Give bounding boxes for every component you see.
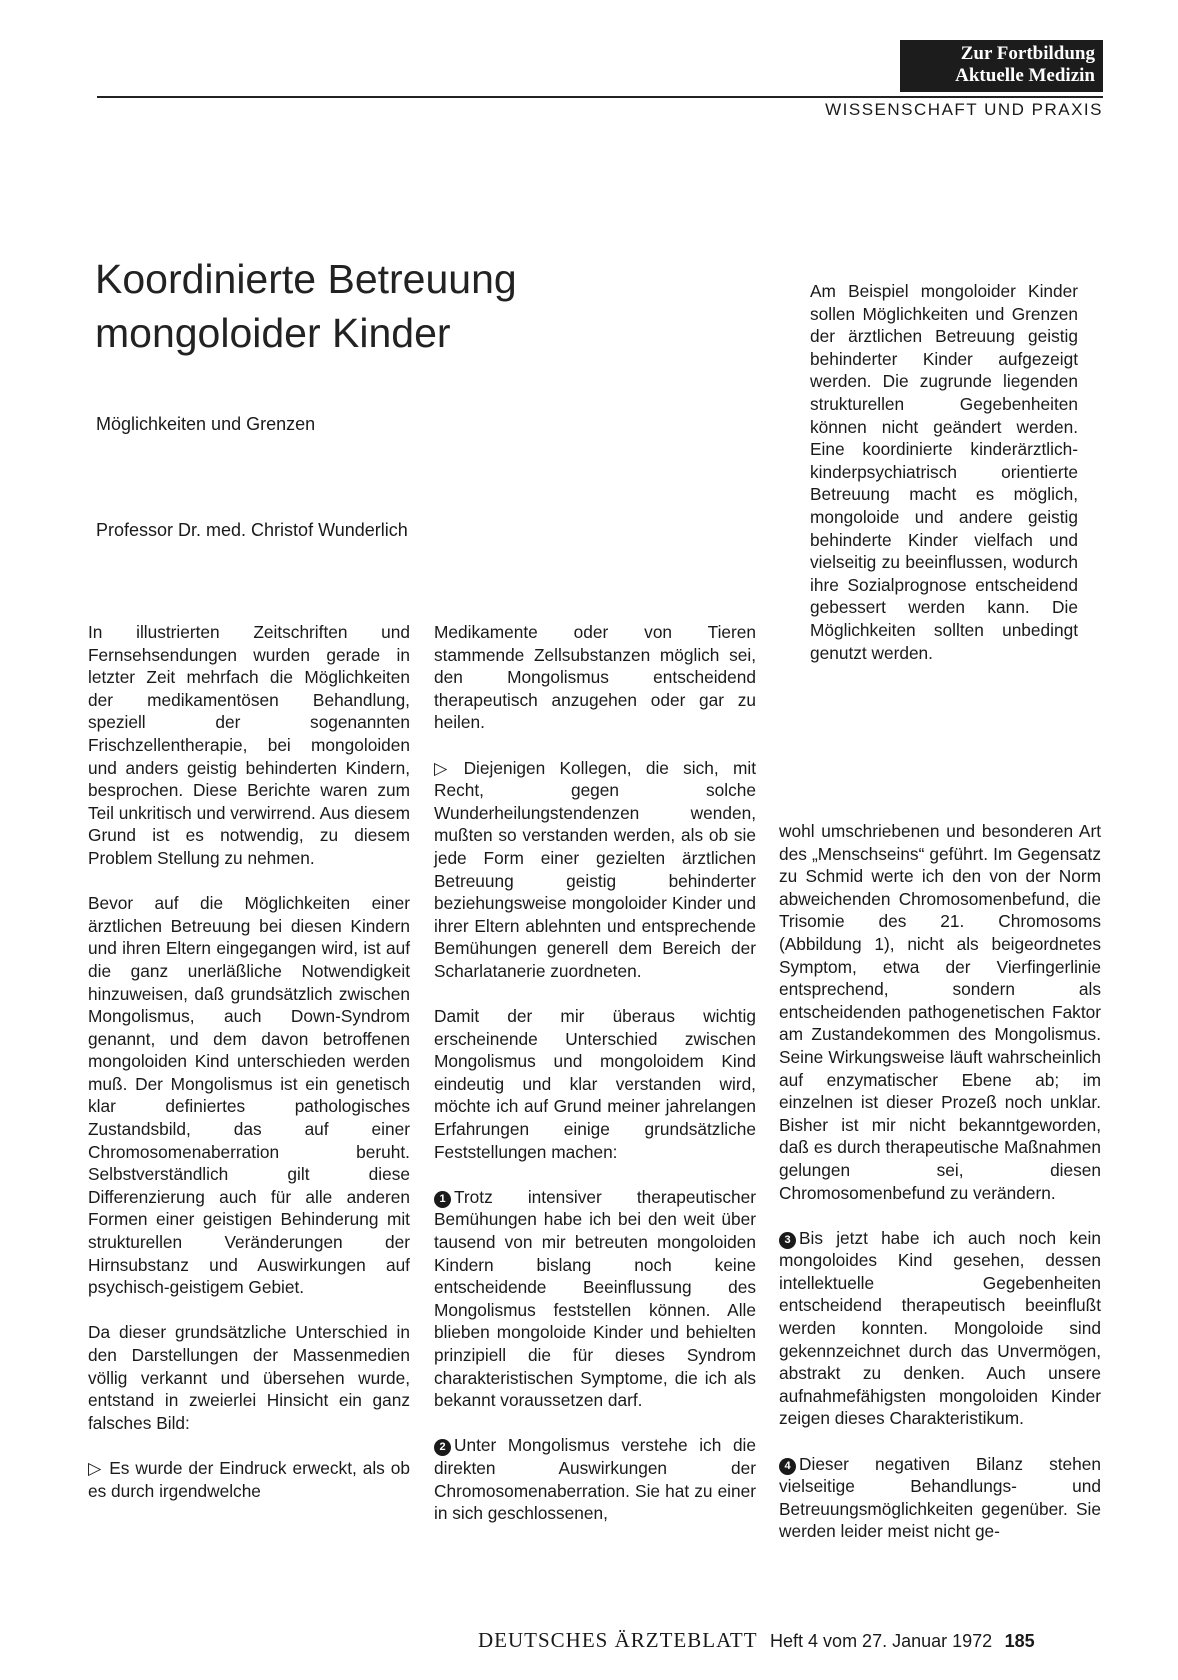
- paragraph: Bevor auf die Möglichkeiten einer ärztlichen Betreuung bei diesen Kindern und ihren Eltern eingegangen wird, ist auf die ganz unerläßliche Notwendigkeit hinzuweisen, daß grundsätzlich zwischen Mongolismus, auch Down-Syndrom genannt, und dem davon betroffenen mongoloiden Kind unterschieden werden muß. Der Mongolismus ist ein genetisch klar definiertes pathologisches Zustandsbild, das auf einer Chromosomenaberration beruht. Selbstverständlich gilt diese Differenzierung auch für alle anderen Formen einer geistigen Behinderung mit strukturellen Veränderungen der Hirnsubstanz und Auswirkungen auf psychisch-geistigem Gebiet.: [88, 893, 410, 1298]
- triangle-marker-icon: ▷: [434, 757, 448, 778]
- number-2-icon: 2: [434, 1439, 451, 1456]
- triangle-marker-icon: ▷: [88, 1457, 102, 1478]
- paragraph: [779, 1227, 1101, 1430]
- category-badge: [900, 40, 1103, 92]
- number-1-icon: 1: [434, 1191, 451, 1208]
- paragraph: [434, 757, 756, 983]
- badge-line-1: Zur Fortbildung: [960, 43, 1095, 64]
- paragraph-text: Es wurde der Eindruck erweckt, als ob es durch irgendwelche: [88, 1457, 410, 1501]
- paragraph: [779, 1453, 1101, 1543]
- paragraph: [88, 1457, 410, 1502]
- paragraph-text: Diejenigen Kollegen, die sich, mit Recht, gegen solche Wunderheilungstendenzen wenden, mußten so verstanden werden, als ob sie jede Form einer gezielten ärztlichen Betreuung geistig behinderter beziehungsweise mongoloider Kinder und ihrer Eltern ablehnten und entsprechende Bemühungen generell dem Bereich der Scharlatanerie zuordneten.: [434, 757, 757, 981]
- paragraph-text: Unter Mongolismus verstehe ich die direkten Auswirkungen der Chromosomenaberration. Sie hat zu einer in sich geschlossenen,: [434, 1435, 756, 1524]
- article-title: [95, 252, 735, 360]
- article-subtitle: Möglichkeiten und Grenzen: [96, 414, 316, 434]
- paragraph: [434, 1434, 756, 1524]
- body-column-3: [779, 820, 1101, 1566]
- number-4-icon: 4: [779, 1458, 796, 1475]
- section-label: WISSENSCHAFT UND PRAXIS: [825, 100, 1103, 119]
- paragraph-text: Bis jetzt habe ich auch noch kein mongoloides Kind gesehen, dessen intellektuelle Gegebenheiten entscheidend therapeutisch beeinflußt werden konnten. Mongoloide sind gekennzeichnet durch das Unvermögen, abstrakt zu denken. Auch unsere aufnahmefähigsten mongoloiden Kinder zeigen dieses Charakteristikum.: [779, 1227, 1101, 1429]
- number-3-icon: 3: [779, 1232, 796, 1249]
- header-rule: [97, 96, 1103, 98]
- paragraph: Da dieser grundsätzliche Unterschied in den Darstellungen der Massenmedien völlig verkannt und übersehen wurde, entstand in zweierlei Hinsicht ein ganz falsches Bild:: [88, 1322, 410, 1433]
- abstract: [810, 280, 1078, 687]
- title-line-1: Koordinierte Betreuung: [95, 256, 517, 302]
- paragraph: [434, 1186, 756, 1412]
- paragraph-text: Trotz intensiver therapeutischer Bemühungen habe ich bei den weit über tausend von mir betreuten mongoloiden Kindern bislang noch keine entscheidende Beeinflussung des Mongolismus feststellen können. Alle blieben mongoloide Kinder und behielten prinzipiell die für dieses Syndrom charakteristischen Symptome, die ich als bekannt voraussetzen darf.: [434, 1186, 756, 1411]
- paragraph: wohl umschriebenen und besonderen Art des „Menschseins“ geführt. Im Gegensatz zu Schmid werte ich den von der Norm abweichenden Chromosomenbefund, die Trisomie des 21. Chromosoms (Abbildung 1), nicht als beigeordnetes Symptom, etwa der Vierfingerlinie entsprechend, sondern als entscheidenden pathogenetischen Faktor am Zustandekommen des Mongolismus. Seine Wirkungsweise läuft wahrscheinlich auf enzymatischer Ebene ab; im einzelnen ist dieser Prozeß noch unklar. Bisher ist mir nicht bekanntgeworden, daß es durch therapeutische Maßnahmen gelungen sei, diesen Chromosomenbefund zu verändern.: [779, 821, 1101, 1203]
- body-column-2: [434, 621, 756, 1547]
- page-number: 185: [1004, 1631, 1035, 1651]
- body-column-1: [88, 621, 410, 1525]
- paragraph: In illustrierten Zeitschriften und Fernsehsendungen wurden gerade in letzter Zeit mehrfach die Möglichkeiten der medikamentösen Behandlung, speziell der sogenannten Frischzellentherapie, bei mongoloiden und anders geistig behinderten Kindern, besprochen. Diese Berichte waren zum Teil unkritisch und verwirrend. Aus diesem Grund ist es notwendig, zu diesem Problem Stellung zu nehmen.: [88, 622, 410, 868]
- page-footer: [478, 1628, 1035, 1653]
- title-line-2: mongoloider Kinder: [95, 310, 451, 356]
- article-author: Professor Dr. med. Christof Wunderlich: [96, 520, 408, 540]
- paragraph-text: Dieser negativen Bilanz stehen vielseitige Behandlungs- und Betreuungsmöglichkeiten gegenüber. Sie werden leider meist nicht ge-: [779, 1453, 1101, 1542]
- paragraph: Damit der mir überaus wichtig erscheinende Unterschied zwischen Mongolismus und mongoloidem Kind eindeutig und klar verstanden wird, möchte ich auf Grund meiner jahrelangen Erfahrungen einige grundsätzliche Feststellungen machen:: [434, 1006, 756, 1162]
- paragraph: Medikamente oder von Tieren stammende Zellsubstanzen möglich sei, den Mongolismus entscheidend therapeutisch anzugehen oder gar zu heilen.: [434, 622, 756, 733]
- badge-line-2: Aktuelle Medizin: [955, 65, 1095, 86]
- issue-info: Heft 4 vom 27. Januar 1972: [770, 1631, 993, 1651]
- journal-name: DEUTSCHES ÄRZTEBLATT: [478, 1628, 758, 1652]
- abstract-text: Am Beispiel mongoloider Kinder sollen Möglichkeiten und Grenzen der ärztlichen Betreuung geistig behinderter Kinder aufgezeigt werden. Die zugrunde liegenden strukturellen Gegebenheiten können nicht geändert werden. Eine koordinierte kinderärztlich-kinderpsychiatrisch orientierte Betreuung macht es möglich, mongoloide und andere geistig behinderte Kinder vielfach und vielseitig zu beeinflussen, wodurch ihre Sozialprognose entscheidend gebessert werden kann. Die Möglichkeiten sollten unbedingt genutzt werden.: [810, 281, 1078, 663]
